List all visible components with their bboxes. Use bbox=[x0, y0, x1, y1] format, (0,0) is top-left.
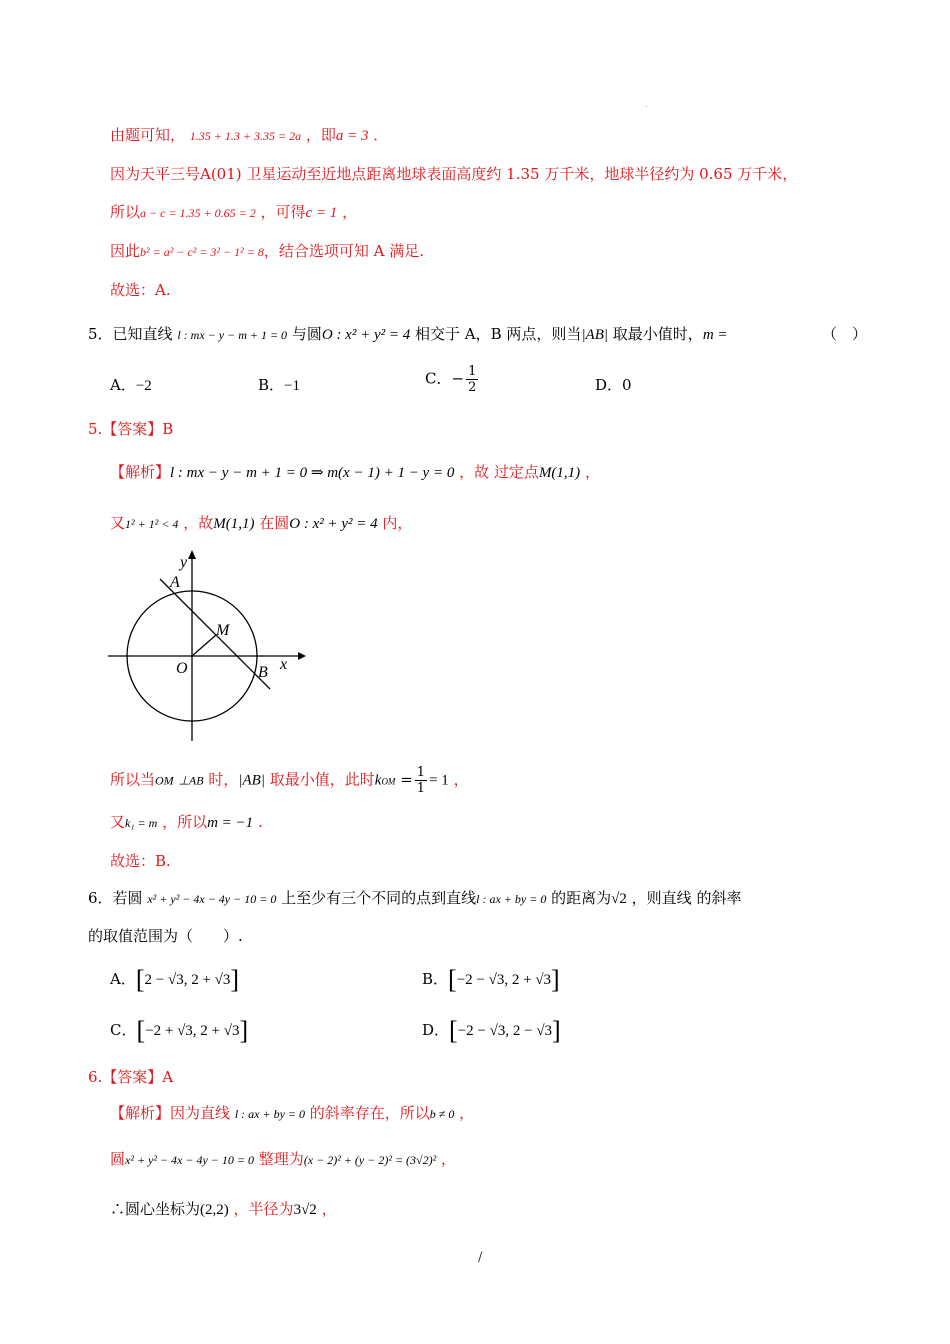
q5-analysis-line4: 又k₁ = m ，所以m = −1 . bbox=[110, 813, 263, 831]
q6-analysis-line1: 【解析】因为直线 l : ax + by = 0 的斜率存在，所以b ≠ 0 ， bbox=[110, 1104, 475, 1122]
segment-om bbox=[192, 635, 216, 656]
q6-option-d: D．[−2 − √3, 2 − √3] bbox=[422, 1016, 561, 1045]
q5-paren: （ ） bbox=[822, 325, 868, 343]
label-x: x bbox=[280, 656, 288, 673]
prev-solution-line5: 故选：A. bbox=[110, 281, 171, 299]
circle-line-figure bbox=[100, 545, 310, 745]
q5-option-a: A．−2 bbox=[110, 376, 152, 394]
q5-answer: 5.【答案】B bbox=[88, 420, 174, 438]
q6-analysis-line2: 圆x² + y² − 4x − 4y − 10 = 0 整理为(x − 2)² + (y − 2)² = (3√2)² ， bbox=[110, 1150, 457, 1168]
label-m: M bbox=[216, 622, 230, 639]
q5-option-c: C．− $\frac{1}{2}$ bbox=[425, 364, 477, 395]
label-b: B bbox=[258, 664, 268, 681]
q5-option-b: B．−1 bbox=[258, 376, 300, 394]
label-a: A bbox=[170, 574, 180, 591]
prev-solution-line3: 所以a − c = 1.35 + 0.65 = 2 ，可得c = 1 ， bbox=[110, 203, 358, 221]
q5-option-d: D．0 bbox=[595, 376, 632, 394]
q5-analysis-line1: 【解析】l : mx − y − m + 1 = 0 ⇒ m(x − 1) + 1 − y = 0 ，故 过定点M(1,1) ， bbox=[110, 463, 600, 481]
q6-stem-line1: 6．若圆 x² + y² − 4x − 4y − 10 = 0 上至少有三个不同的点到直线l : ax + by = 0 的距离为√2 ，则直线 的斜率 bbox=[88, 889, 742, 907]
y-axis-arrow bbox=[188, 550, 196, 559]
q5-analysis-line2: 又1² + 1² < 4 ，故M(1,1) 在圆O : x² + y² = 4 内， bbox=[110, 514, 413, 532]
q6-option-c: C．[−2 + √3, 2 + √3] bbox=[110, 1016, 249, 1045]
q6-option-a: A．[2 − √3, 2 + √3] bbox=[110, 965, 240, 994]
label-o: O bbox=[176, 660, 188, 677]
q6-answer: 6.【答案】A bbox=[88, 1068, 174, 1086]
q5-stem: 5．已知直线 l : mx − y − m + 1 = 0 与圆O : x² + y² = 4 相交于 A，B 两点，则当|AB| 取最小值时，m = bbox=[88, 325, 728, 343]
q6-analysis-line3: ∴圆心坐标为(2,2) ，半径为3√2 ， bbox=[110, 1200, 337, 1218]
label-y: y bbox=[180, 554, 188, 571]
q6-option-b: B．[−2 − √3, 2 + √3] bbox=[422, 965, 560, 994]
q5-analysis-line3: 所以当OM ⊥AB 时，|AB| 取最小值，此时kOM = $\frac{1}{1}$ = 1 ， bbox=[110, 765, 469, 796]
page-footer: / bbox=[478, 1250, 483, 1265]
prev-solution-line4: 因此b² = a² − c² = 3² − 1² = 8，结合选项可知 A 满足. bbox=[110, 242, 424, 260]
x-axis-arrow bbox=[298, 652, 306, 660]
prev-solution-line1: 由题可知， 1.35 + 1.3 + 3.35 = 2a ，即a = 3 ． bbox=[110, 126, 389, 144]
q6-stem-line2: 的取值范围为（ ）. bbox=[88, 927, 243, 945]
stray-dot: . bbox=[645, 100, 648, 109]
prev-solution-line2: 因为天平三号A(01) 卫星运动至近地点距离地球表面高度约 1.35 万千米，地球半径约为 0.65 万千米， bbox=[110, 165, 798, 183]
q5-analysis-line5: 故选：B. bbox=[110, 852, 171, 870]
